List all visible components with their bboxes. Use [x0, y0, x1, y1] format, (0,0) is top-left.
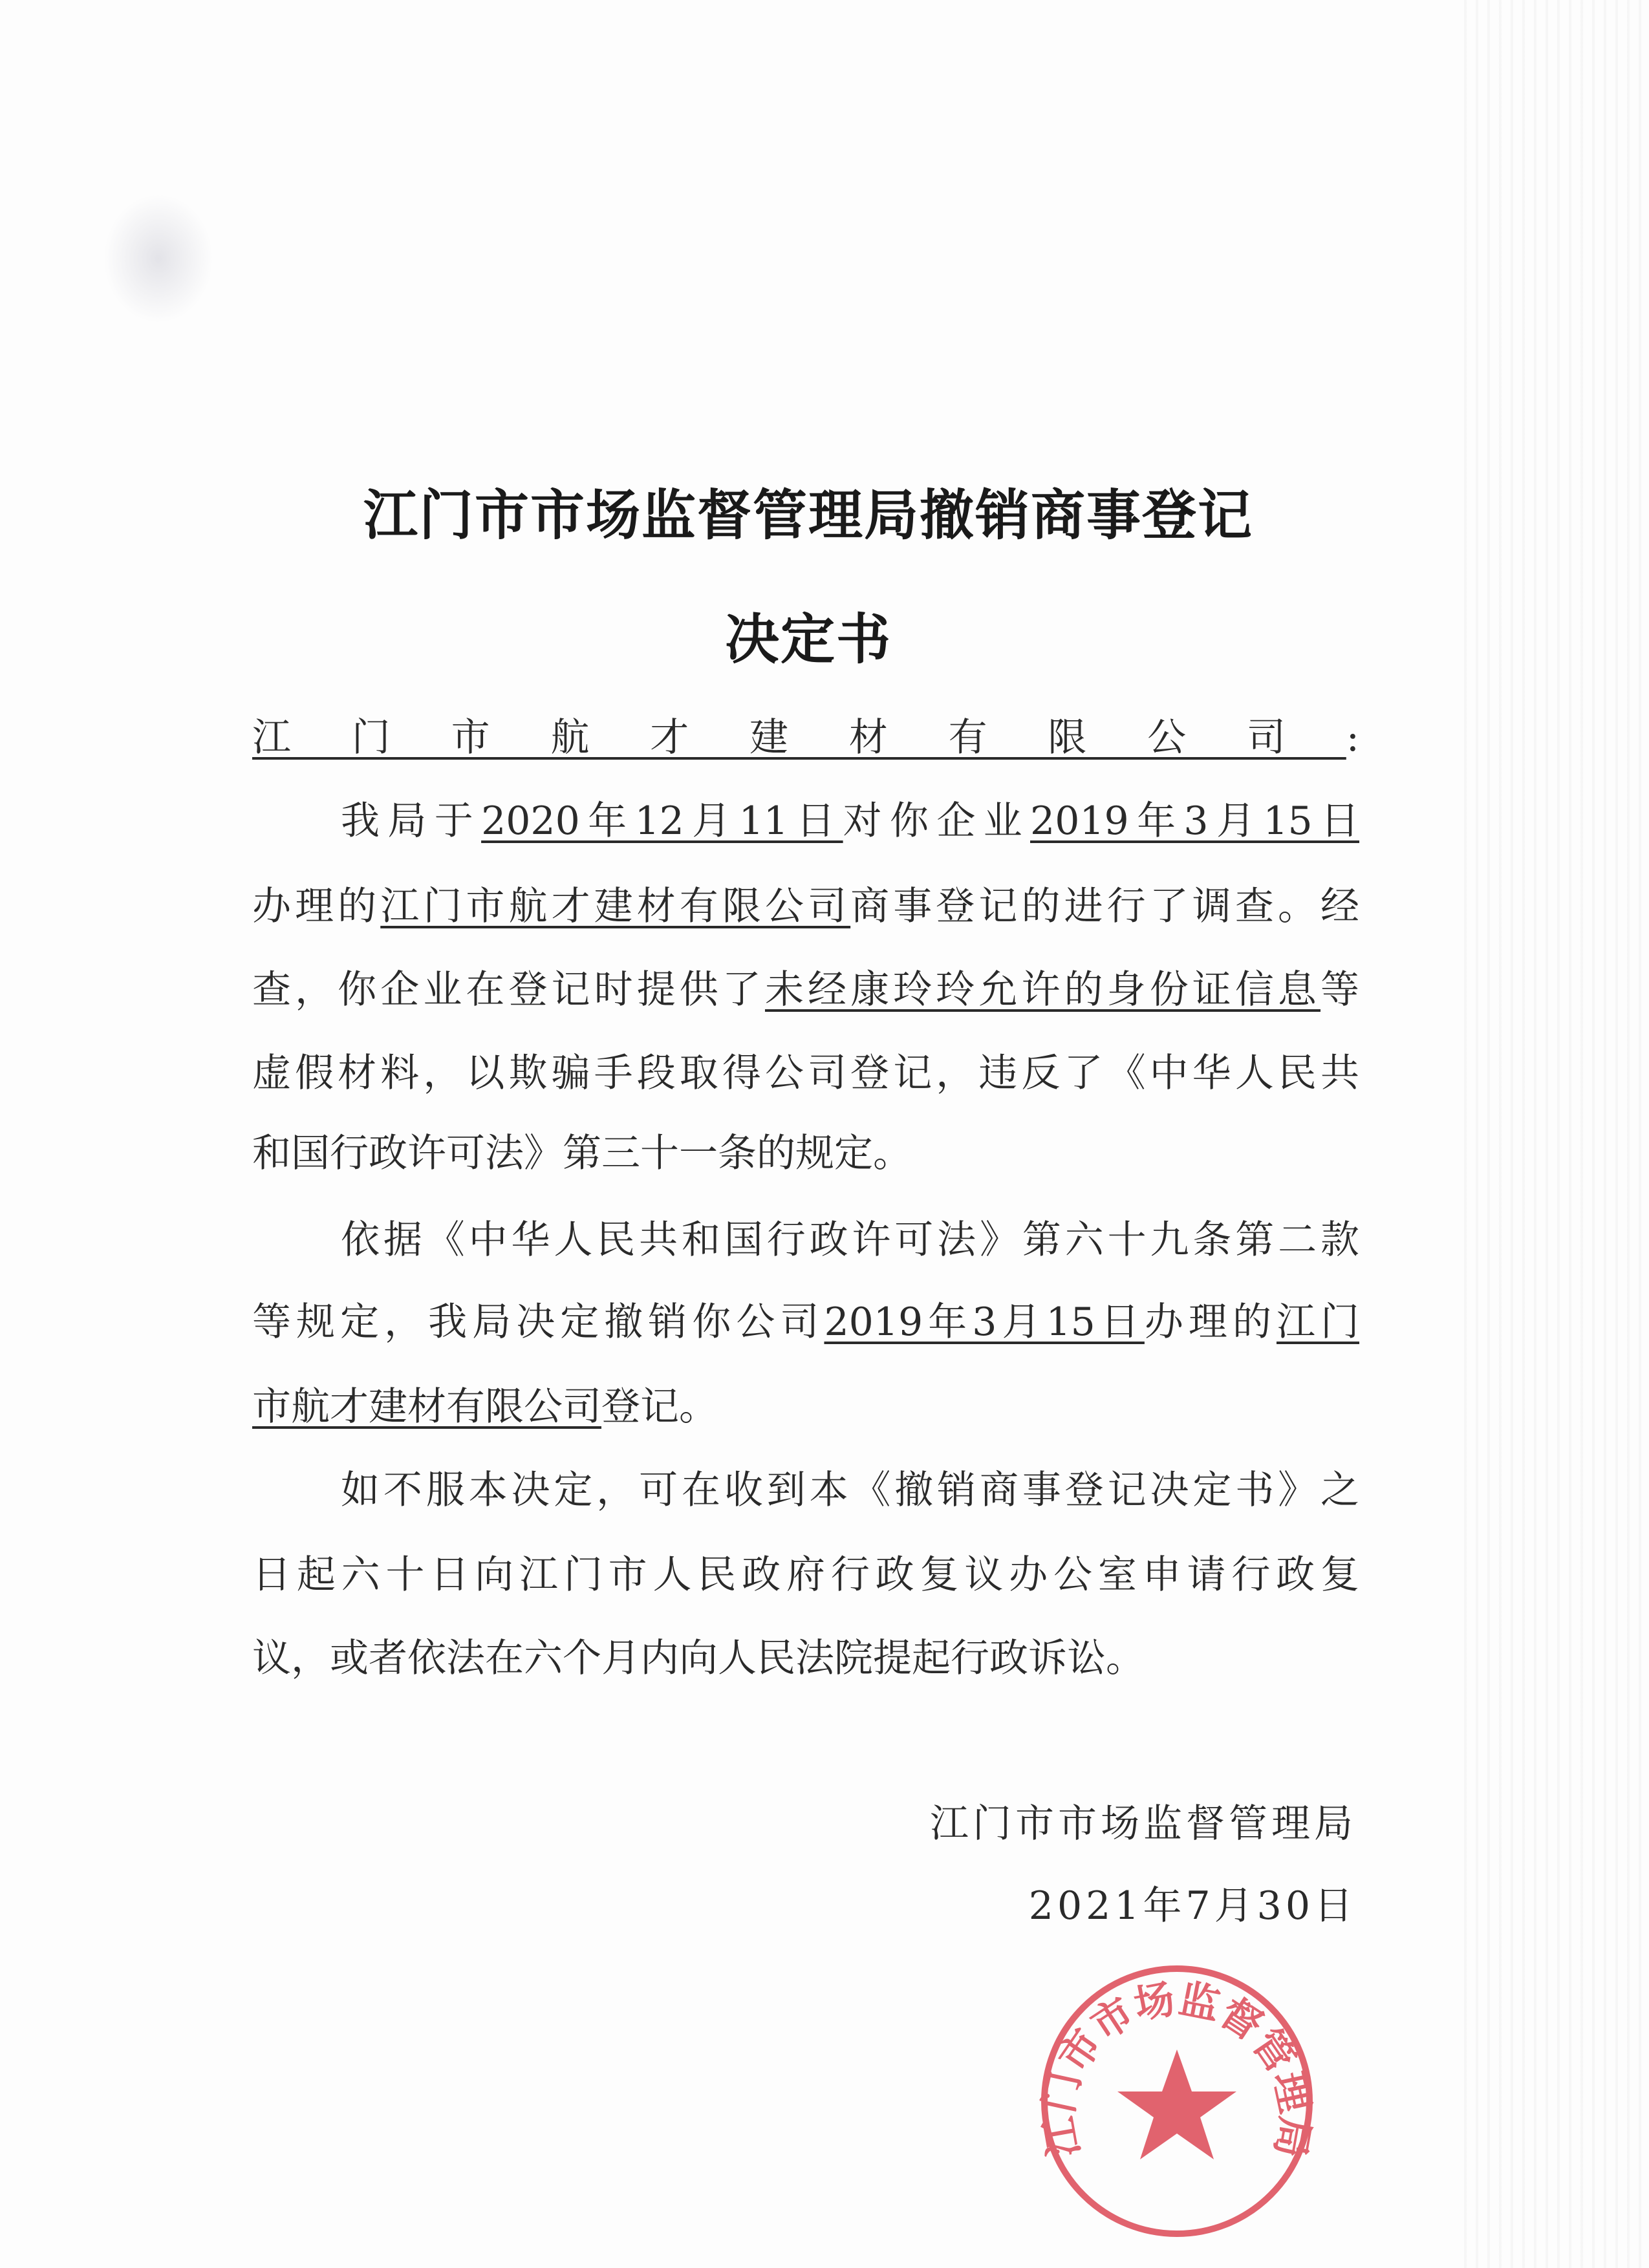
body-text: 办理的 [1144, 1300, 1277, 1345]
body-text: 如不服本决定，可在收到本《撤销商事登记决定书》之 [341, 1468, 1359, 1513]
body-text: 日起六十日向江门市人民政府行政复议办公室申请行政复 [252, 1552, 1359, 1598]
body-text: 等 [1320, 967, 1360, 1012]
official-seal [1035, 1959, 1319, 2243]
body-line [252, 964, 1359, 1016]
body-line [341, 795, 1359, 847]
underlined-text: 江门市航才建材有限公司 [252, 715, 1346, 760]
body-text: 等规定，我局决定撤销你公司 [252, 1300, 824, 1345]
underlined-text: 2019年3月15日 [1030, 798, 1360, 844]
underlined-text: 江门 [1276, 1300, 1360, 1345]
body-line [341, 1464, 1359, 1516]
document-subtitle: 决定书 [724, 607, 892, 671]
underlined-text: 未经康玲玲允许的身份证信息 [764, 967, 1321, 1012]
body-line [252, 881, 1359, 932]
body-text: 依据《中华人民共和国行政许可法》第六十九条第二款 [341, 1217, 1359, 1263]
body-line [252, 1381, 1359, 1433]
body-line [252, 1632, 1359, 1684]
body-text: 议，或者依法在六个月内向人民法院提起行政诉讼。 [252, 1636, 1145, 1681]
scan-shading [1455, 0, 1649, 2268]
star-icon [1117, 2049, 1236, 2159]
issue-date: 2021年7月30日 [1028, 1883, 1357, 1929]
body-text: 和国行政许可法》第三十一条的规定。 [252, 1131, 912, 1176]
underlined-text: 市航才建材有限公司 [252, 1384, 601, 1429]
scan-smudge [103, 194, 213, 323]
body-text: 虚假材料，以欺骗手段取得公司登记，违反了《中华人民共 [252, 1051, 1359, 1096]
body-line [252, 1047, 1359, 1099]
seal-text: 江门市市场监督管理局 [1035, 1974, 1319, 2161]
body-text: 对你企业 [843, 798, 1031, 844]
body-text: 我局于 [341, 798, 482, 844]
underlined-text: 江门市航才建材有限公司 [380, 884, 851, 929]
body-line [252, 1296, 1359, 1348]
body-line [252, 1128, 1359, 1179]
body-text: 办理的 [252, 884, 381, 929]
body-text: 查，你企业在登记时提供了 [252, 967, 765, 1012]
body-text: 登记。 [601, 1384, 718, 1429]
body-line [252, 1549, 1359, 1601]
document-title: 江门市市场监督管理局撤销商事登记 [363, 483, 1253, 547]
body-line [341, 1214, 1359, 1266]
underlined-text: 2020年12月11日 [481, 798, 843, 844]
body-line [252, 712, 1359, 764]
underlined-text: 2019年3月15日 [824, 1300, 1145, 1345]
body-text: 商事登记的进行了调查。经 [850, 884, 1360, 929]
issuing-authority: 江门市市场监督管理局 [930, 1801, 1357, 1846]
body-text: : [1346, 715, 1359, 760]
